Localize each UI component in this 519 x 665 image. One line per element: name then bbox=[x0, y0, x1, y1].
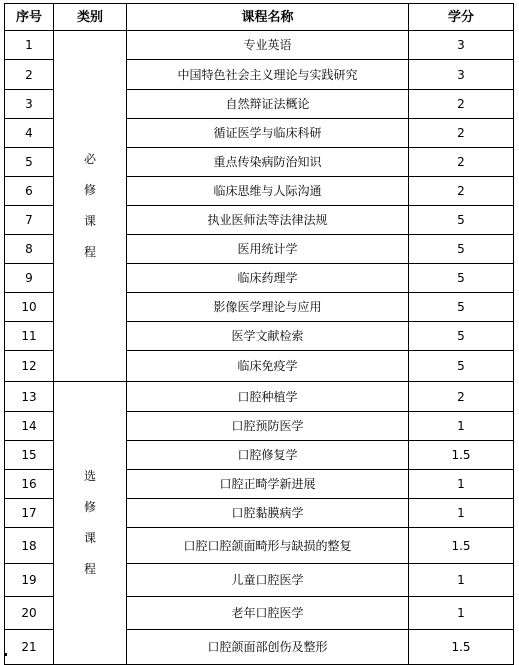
course-credits: 2 bbox=[409, 148, 514, 177]
course-name: 医学文献检索 bbox=[127, 322, 409, 351]
course-name: 口腔种植学 bbox=[127, 382, 409, 412]
category-label: 必修课程 bbox=[83, 152, 96, 259]
row-index: 8 bbox=[5, 235, 54, 264]
course-credits: 2 bbox=[409, 177, 514, 206]
course-name: 自然辩证法概论 bbox=[127, 90, 409, 119]
course-credits: 1 bbox=[409, 412, 514, 441]
course-name: 口腔正畸学新进展 bbox=[127, 470, 409, 499]
course-credits: 1.5 bbox=[409, 441, 514, 470]
course-credits: 2 bbox=[409, 382, 514, 412]
row-index: 11 bbox=[5, 322, 54, 351]
course-credits: 2 bbox=[409, 119, 514, 148]
course-name: 执业医师法等法律法规 bbox=[127, 206, 409, 235]
header-credits: 学分 bbox=[409, 4, 514, 31]
course-name: 医用统计学 bbox=[127, 235, 409, 264]
row-index: 14 bbox=[5, 412, 54, 441]
row-index: 5 bbox=[5, 148, 54, 177]
course-credits: 2 bbox=[409, 90, 514, 119]
row-index: 3 bbox=[5, 90, 54, 119]
course-table bbox=[4, 3, 514, 665]
course-credits: 3 bbox=[409, 60, 514, 90]
row-index: 19 bbox=[5, 564, 54, 597]
row-index: 21 bbox=[5, 630, 54, 665]
page-edge-mark bbox=[4, 653, 7, 656]
row-index: 4 bbox=[5, 119, 54, 148]
row-index: 17 bbox=[5, 499, 54, 528]
header-category: 类别 bbox=[54, 4, 127, 31]
course-name: 口腔修复学 bbox=[127, 441, 409, 470]
row-index: 9 bbox=[5, 264, 54, 293]
course-name: 重点传染病防治知识 bbox=[127, 148, 409, 177]
course-credits: 5 bbox=[409, 264, 514, 293]
row-index: 7 bbox=[5, 206, 54, 235]
row-index: 16 bbox=[5, 470, 54, 499]
course-name: 口腔口腔颌面畸形与缺损的整复 bbox=[127, 528, 409, 564]
header-index: 序号 bbox=[5, 4, 54, 31]
category-label: 选修课程 bbox=[83, 469, 96, 576]
course-credits: 5 bbox=[409, 322, 514, 351]
course-credits: 1 bbox=[409, 597, 514, 630]
table-row bbox=[5, 382, 514, 412]
category-required bbox=[54, 31, 127, 382]
header-course-name: 课程名称 bbox=[127, 4, 409, 31]
course-name: 儿童口腔医学 bbox=[127, 564, 409, 597]
row-index: 15 bbox=[5, 441, 54, 470]
row-index: 12 bbox=[5, 351, 54, 382]
course-credits: 3 bbox=[409, 31, 514, 60]
course-credits: 5 bbox=[409, 206, 514, 235]
course-name: 口腔颌面部创伤及整形 bbox=[127, 630, 409, 665]
table-header-row bbox=[5, 4, 514, 31]
course-name: 循证医学与临床科研 bbox=[127, 119, 409, 148]
course-name: 临床药理学 bbox=[127, 264, 409, 293]
course-name: 临床免疫学 bbox=[127, 351, 409, 382]
course-name: 中国特色社会主义理论与实践研究 bbox=[127, 60, 409, 90]
row-index: 18 bbox=[5, 528, 54, 564]
course-credits: 1.5 bbox=[409, 528, 514, 564]
course-credits: 1 bbox=[409, 564, 514, 597]
category-elective bbox=[54, 382, 127, 665]
course-credits: 1.5 bbox=[409, 630, 514, 665]
course-credits: 5 bbox=[409, 293, 514, 322]
course-credits: 5 bbox=[409, 351, 514, 382]
course-name: 临床思维与人际沟通 bbox=[127, 177, 409, 206]
course-name: 口腔预防医学 bbox=[127, 412, 409, 441]
table-row bbox=[5, 31, 514, 60]
course-name: 专业英语 bbox=[127, 31, 409, 60]
course-credits: 1 bbox=[409, 470, 514, 499]
course-credits: 1 bbox=[409, 499, 514, 528]
row-index: 6 bbox=[5, 177, 54, 206]
course-name: 口腔黏膜病学 bbox=[127, 499, 409, 528]
row-index: 1 bbox=[5, 31, 54, 60]
course-name: 老年口腔医学 bbox=[127, 597, 409, 630]
row-index: 10 bbox=[5, 293, 54, 322]
row-index: 13 bbox=[5, 382, 54, 412]
course-credits: 5 bbox=[409, 235, 514, 264]
row-index: 2 bbox=[5, 60, 54, 90]
row-index: 20 bbox=[5, 597, 54, 630]
course-name: 影像医学理论与应用 bbox=[127, 293, 409, 322]
